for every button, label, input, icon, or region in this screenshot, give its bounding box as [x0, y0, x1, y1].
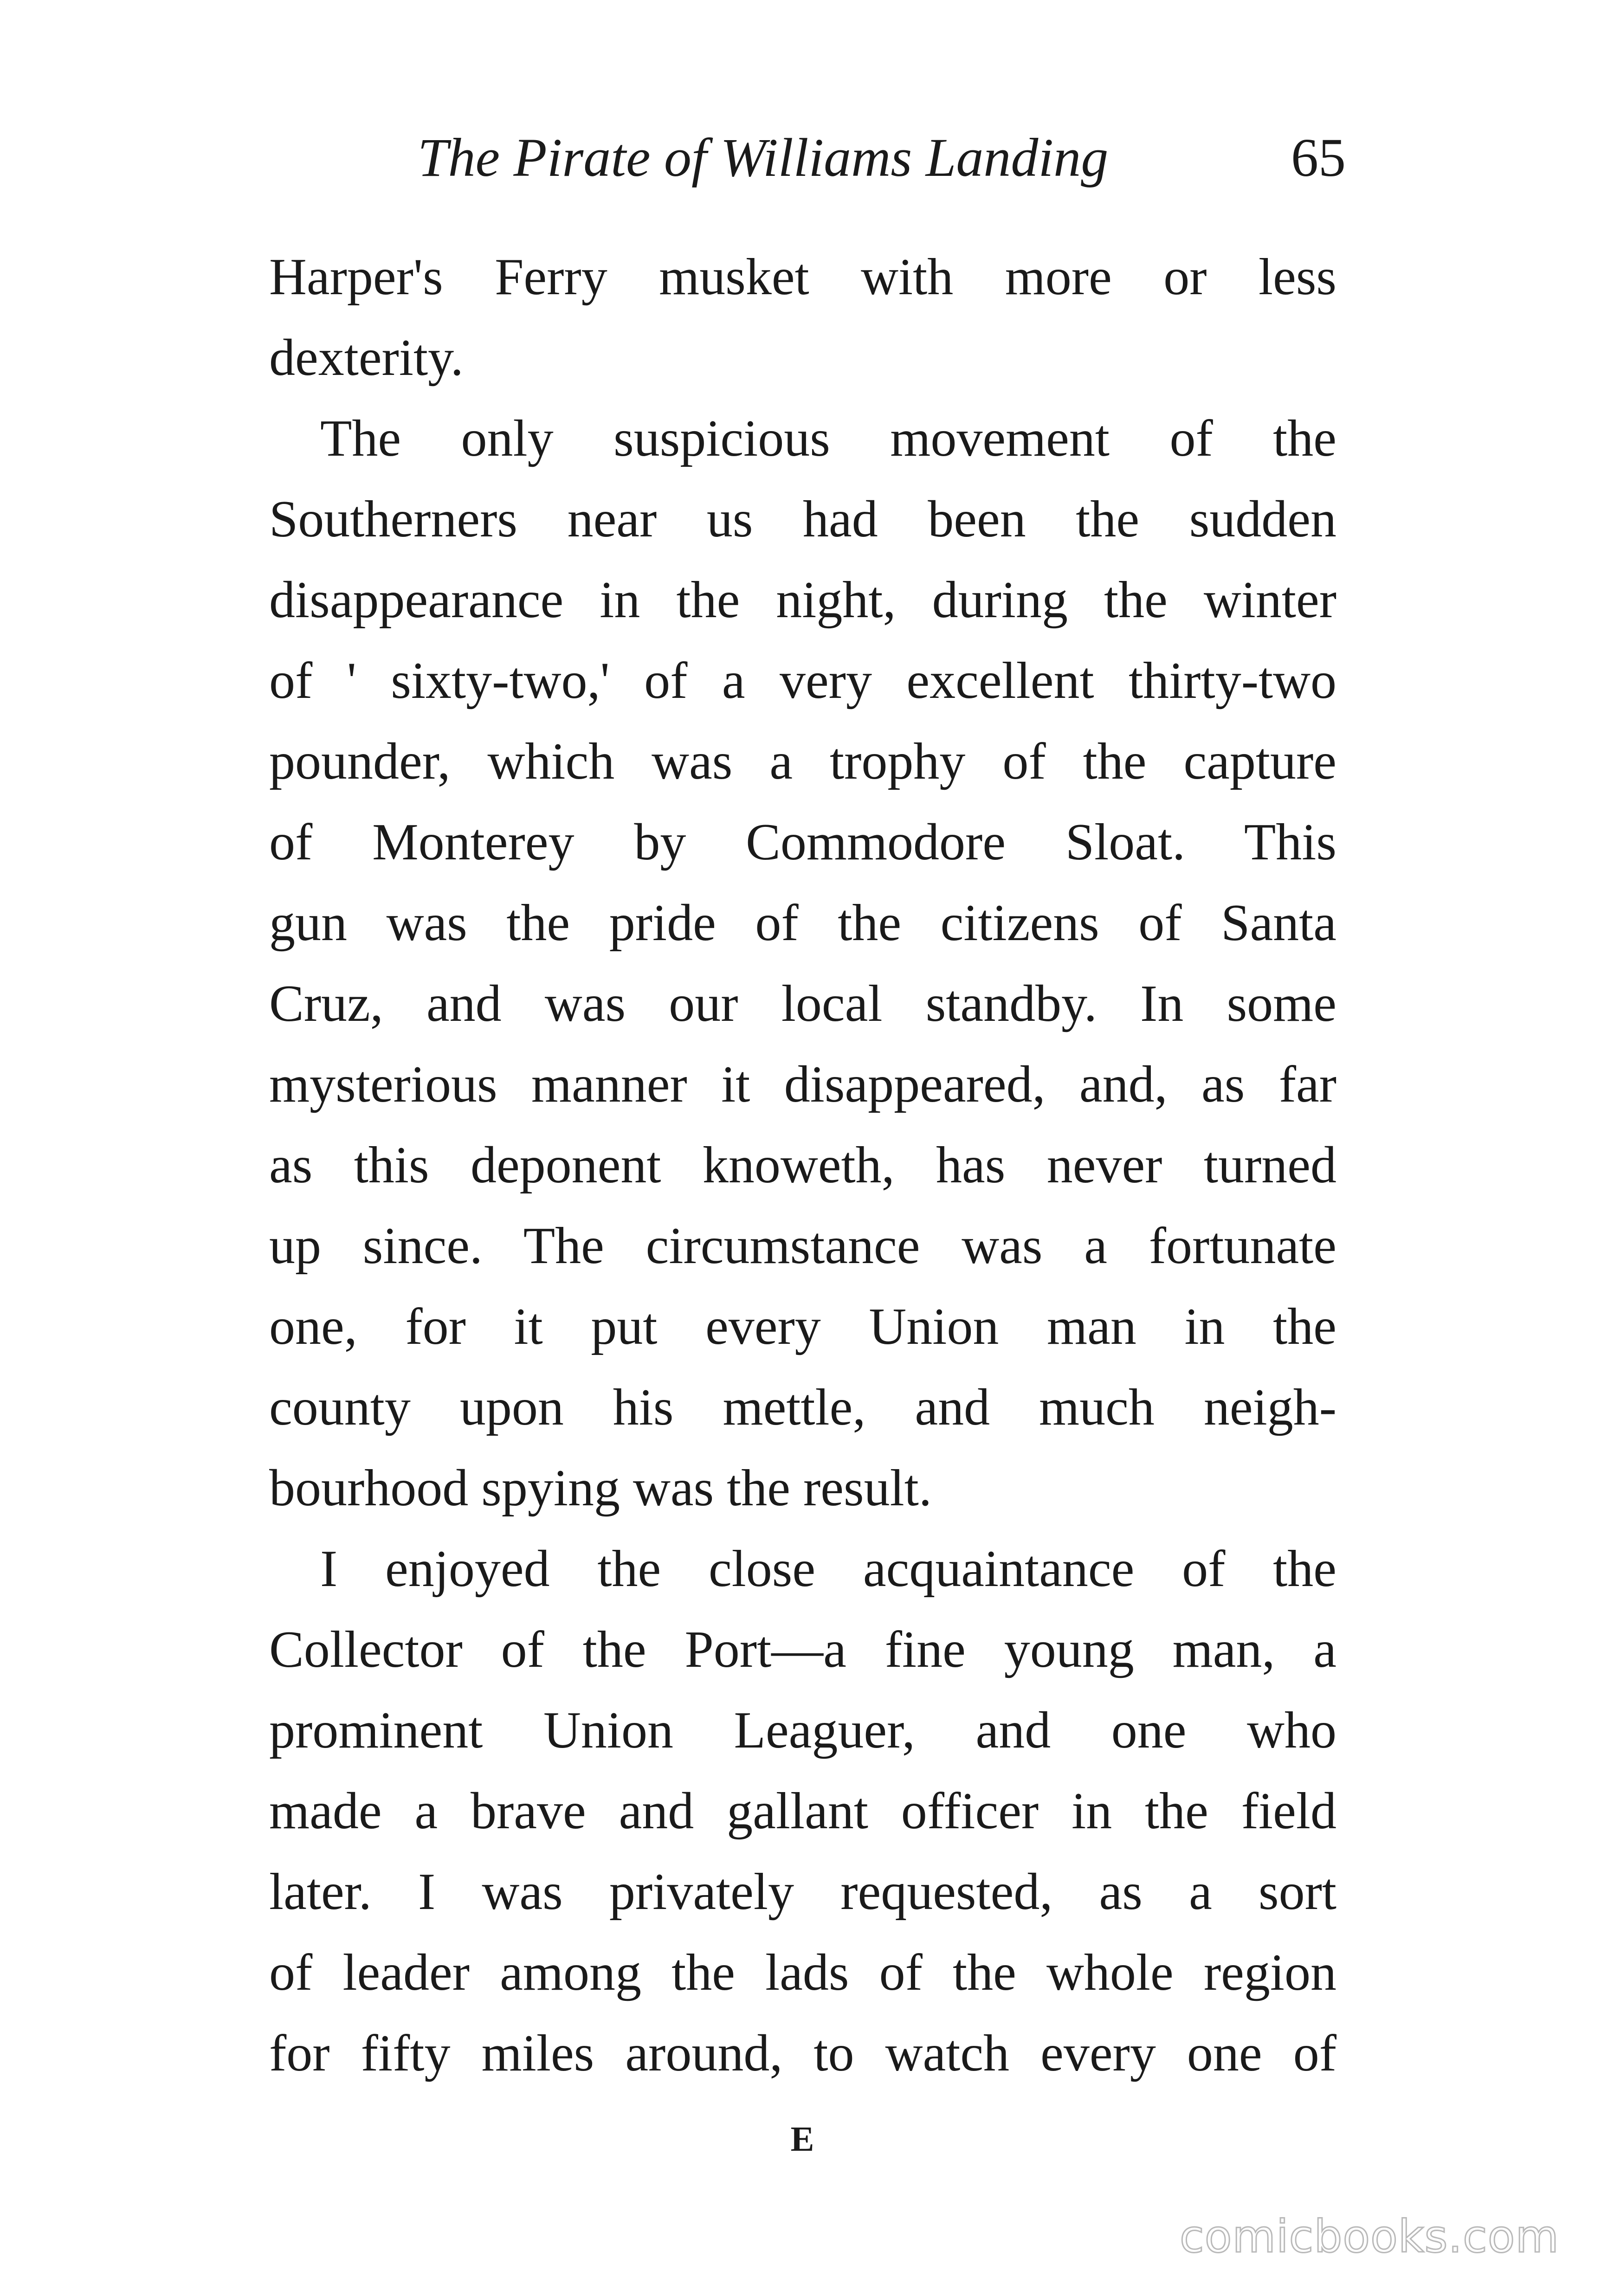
text-line: county upon his mettle, and much neigh-	[269, 1379, 1336, 1436]
text-line: dexterity.	[269, 329, 464, 387]
text-line: up since. The circumstance was a fortunate	[269, 1217, 1336, 1275]
page-number: 65	[1291, 127, 1346, 188]
signature-mark: E	[790, 2120, 815, 2159]
text-line: disappearance in the night, during the winter	[269, 571, 1336, 629]
text-line: of ' sixty-two,' of a very excellent thirty-two	[269, 652, 1336, 709]
text-line: mysterious manner it disappeared, and, as far	[269, 1056, 1336, 1113]
text-line: I enjoyed the close acquaintance of the	[320, 1540, 1336, 1598]
watermark: comicbooks.com	[1179, 2211, 1559, 2263]
text-line: The only suspicious movement of the	[320, 410, 1336, 467]
text-line: of Monterey by Commodore Sloat. This	[269, 813, 1336, 871]
text-line: pounder, which was a trophy of the capture	[269, 733, 1336, 790]
text-line: made a brave and gallant officer in the field	[269, 1782, 1336, 1840]
running-head	[418, 118, 1346, 197]
body-text	[269, 237, 1336, 2102]
text-line: Collector of the Port—a fine young man, a	[269, 1621, 1336, 1678]
text-line: Southerners near us had been the sudden	[269, 490, 1336, 548]
text-line: prominent Union Leaguer, and one who	[269, 1702, 1336, 1759]
text-line: one, for it put every Union man in the	[269, 1298, 1336, 1355]
text-line: gun was the pride of the citizens of Santa	[269, 894, 1336, 952]
text-line: Cruz, and was our local standby. In some	[269, 975, 1336, 1032]
text-line: Harper's Ferry musket with more or less	[269, 248, 1336, 306]
running-title: The Pirate of Williams Landing	[418, 127, 1109, 188]
text-line: bourhood spying was the result.	[269, 1459, 932, 1517]
text-line: later. I was privately requested, as a sort	[269, 1863, 1336, 1921]
text-line: for fifty miles around, to watch every one of	[269, 2025, 1336, 2082]
text-line: as this deponent knoweth, has never turned	[269, 1136, 1336, 1194]
text-line: of leader among the lads of the whole region	[269, 1944, 1336, 2001]
